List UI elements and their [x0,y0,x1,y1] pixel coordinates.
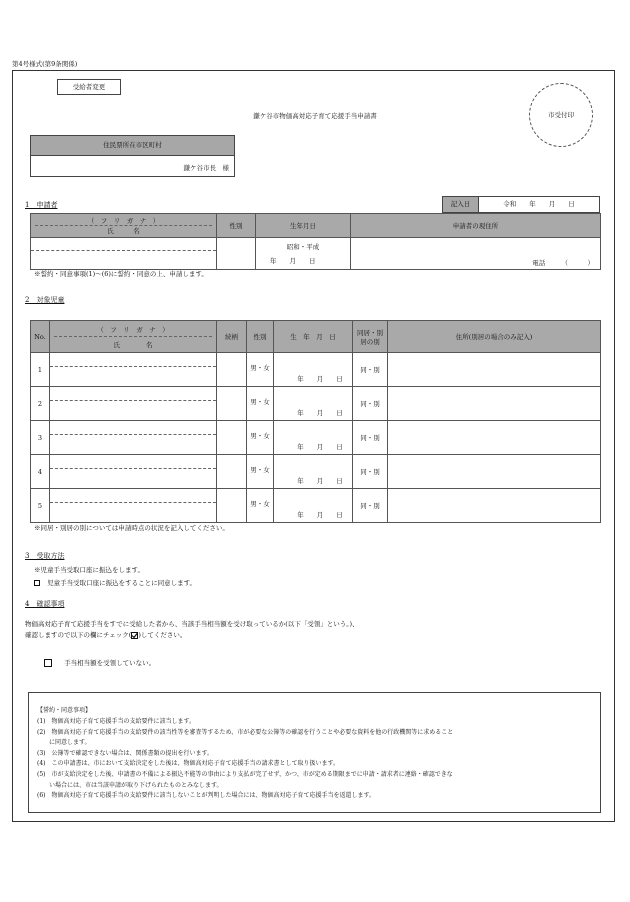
section4-text1: 物価高対応子育て応援手当をすでに受給した者から、当該手当相当額を受け取っているか(以下「受領」という。)、 [25,620,359,628]
child-gender-header: 性別 [247,321,274,353]
child-address-field[interactable] [388,455,601,489]
furigana-header: （ フ リ ガ ナ ） [35,216,212,226]
section3-heading: 3 受取方法 [25,552,65,560]
applicant-birthdate-field[interactable] [256,238,351,270]
applicant-era-options[interactable]: 昭和・平成 [286,243,320,251]
applicant-phone-field[interactable]: 電話 （ ） [532,259,594,267]
pledge-item: (4) この申請書は、市において支給決定をした後は、物価高対応子育て応援手当の請求書として取り扱います。 [37,760,340,768]
child-relation-field[interactable] [217,353,247,387]
applicant-name-line[interactable] [31,251,216,269]
child-cohabit-options[interactable]: 同・別 [353,387,388,421]
child-furigana-line[interactable] [50,489,216,503]
section4-text2 [25,631,186,639]
child-date: 年 月 日 [297,375,343,383]
child-address-field[interactable] [388,489,601,523]
form-title: 鎌ケ谷市物価高対応子育て応援手当申請書 [253,112,377,120]
child-furigana-header: （ フ リ ガ ナ ） [54,325,212,337]
pledge-item: (5) 市が支給決定をした後、申請書の不備による振込不能等の事由により支払が完了せず、かつ、市が定める期限までに申請・請求者に連絡・確認できな [37,770,453,778]
applicant-gender-field[interactable] [217,238,256,270]
child-furigana-line[interactable] [50,353,216,367]
section4-text2-pre: 確認しますので以下の欄にチェック( [25,631,132,639]
section1-note: ※誓約・同意事項(1)～(6)に誓約・同意の上、申請します。 [34,270,208,278]
child-no: 1 [31,353,50,387]
child-gender-options[interactable]: 男・女 [247,421,274,455]
mayor-label: 鎌ケ谷市長 様 [183,163,229,172]
pledge-item: (6) 物価高対応子育て応援手当の支給要件に該当しないことが判明した場合には、物価高対応子育て応援手当を返還します。 [37,792,376,800]
child-relation-field[interactable] [217,489,247,523]
child-no: 3 [31,421,50,455]
relation-header: 続柄 [217,321,247,353]
child-name-line[interactable] [50,469,216,488]
reception-stamp-circle [529,83,593,147]
child-birthdate-field[interactable] [274,387,353,421]
child-name-label: 氏 名 [113,340,153,349]
child-relation-field[interactable] [217,387,247,421]
entry-date-field[interactable] [479,196,600,213]
child-birthdate-field[interactable] [274,353,353,387]
pledge-item: (3) 公簿等で確認できない場合は、関係書類の提出を行います。 [37,749,214,757]
name-header: 氏 名 [107,227,140,235]
child-no: 4 [31,455,50,489]
pledge-title: 【誓約・同意事項】 [37,707,92,714]
child-birthdate-field[interactable] [274,455,353,489]
child-date: 年 月 日 [297,409,343,417]
section4-text2-post: )してください。 [138,631,187,639]
child-name-field[interactable] [50,353,217,387]
child-name-line[interactable] [50,503,216,522]
child-cohabit-options[interactable]: 同・別 [353,353,388,387]
child-name-line[interactable] [50,435,216,454]
child-address-field[interactable] [388,387,601,421]
section3-line1: ※児童手当受取口座に振込をします。 [34,566,144,574]
entry-date-value: 令和 年 月 日 [503,200,575,209]
applicant-furigana-line[interactable] [31,238,216,251]
child-gender-options[interactable]: 男・女 [247,489,274,523]
child-date: 年 月 日 [297,477,343,485]
municipality-label: 住民票所在市区町村 [103,141,162,150]
child-cohabit-options[interactable]: 同・別 [353,421,388,455]
form-number: 第4号様式(第9条関係) [12,60,78,68]
section4-heading: 4 確認事項 [25,600,65,608]
child-name-line[interactable] [50,367,216,386]
child-date: 年 月 日 [297,443,343,451]
child-address-field[interactable] [388,353,601,387]
pledge-box [28,692,601,813]
child-furigana-line[interactable] [50,455,216,469]
child-birthdate-header: 生 年 月 日 [274,321,353,353]
child-birthdate-field[interactable] [274,421,353,455]
child-gender-options[interactable]: 男・女 [247,353,274,387]
applicant-address-field[interactable] [351,238,601,270]
child-row [31,455,601,489]
birthdate-header: 生年月日 [256,214,351,238]
entry-date-label-cell [442,196,479,213]
child-no: 5 [31,489,50,523]
child-cohabit-options[interactable]: 同・別 [353,455,388,489]
section1-heading: 1 申請者 [25,201,58,209]
not-received-row[interactable] [44,659,155,667]
not-received-checkbox[interactable] [44,659,52,667]
child-row [31,421,601,455]
applicant-name-field[interactable] [31,238,217,270]
pledge-item: に同意します。 [37,739,91,747]
applicant-table [30,213,601,270]
pledge-item: い場合には、市は当該申請が取り下げられたものとみなします。 [37,781,223,789]
child-row [31,489,601,523]
child-name-line[interactable] [50,401,216,420]
consent-checkbox[interactable] [34,580,40,586]
no-header: No. [31,321,50,353]
child-furigana-line[interactable] [50,421,216,435]
child-relation-field[interactable] [217,455,247,489]
child-name-field[interactable] [50,421,217,455]
gender-header: 性別 [217,214,256,238]
entry-date-label: 記入日 [450,200,471,209]
child-furigana-line[interactable] [50,387,216,401]
child-relation-field[interactable] [217,421,247,455]
pledge-items [37,717,597,802]
section2-note: ※同居・別居の別については申請時点の状況を記入してください。 [34,524,229,532]
not-received-label: 手当相当額を受領していない。 [64,659,156,667]
address-header: 申請者の現住所 [351,214,601,238]
recipient-change-box [57,79,121,95]
child-cohabit-options[interactable]: 同・別 [353,489,388,523]
child-name-header [50,321,217,353]
child-birthdate-field[interactable] [274,489,353,523]
child-row [31,353,601,387]
applicant-date-field[interactable]: 年 月 日 [270,257,316,265]
child-name-field[interactable] [50,489,217,523]
section2-heading: 2 対象児童 [25,296,65,304]
reception-stamp-label: 市受付印 [548,110,574,119]
child-name-field[interactable] [50,387,217,421]
child-no: 2 [31,387,50,421]
consent-label: 児童手当受取口座に振込をすることに同意します。 [47,579,197,587]
child-row [31,387,601,421]
applicant-name-header [31,214,217,238]
municipality-header [30,135,235,156]
child-date: 年 月 日 [297,511,343,519]
child-name-field[interactable] [50,455,217,489]
child-address-header: 住所(別居の場合のみ記入) [388,321,601,353]
pledge-item: (1) 物価高対応子育て応援手当の支給要件に該当します。 [37,718,196,725]
children-table [30,320,601,523]
section3-consent-row[interactable] [34,579,196,587]
child-gender-options[interactable]: 男・女 [247,387,274,421]
cohabit-header: 同居・別居の別 [353,321,388,353]
mayor-box [30,156,235,177]
recipient-change-label: 受給者変更 [72,82,106,91]
child-address-field[interactable] [388,421,601,455]
child-gender-options[interactable]: 男・女 [247,455,274,489]
check-example-icon [131,632,138,639]
pledge-item: (2) 物価高対応子育て応援手当の支給要件の該当性等を審査等するため、市が必要な公簿等の確認を行うことや必要な資料を他の行政機関等に求めること [37,728,454,736]
